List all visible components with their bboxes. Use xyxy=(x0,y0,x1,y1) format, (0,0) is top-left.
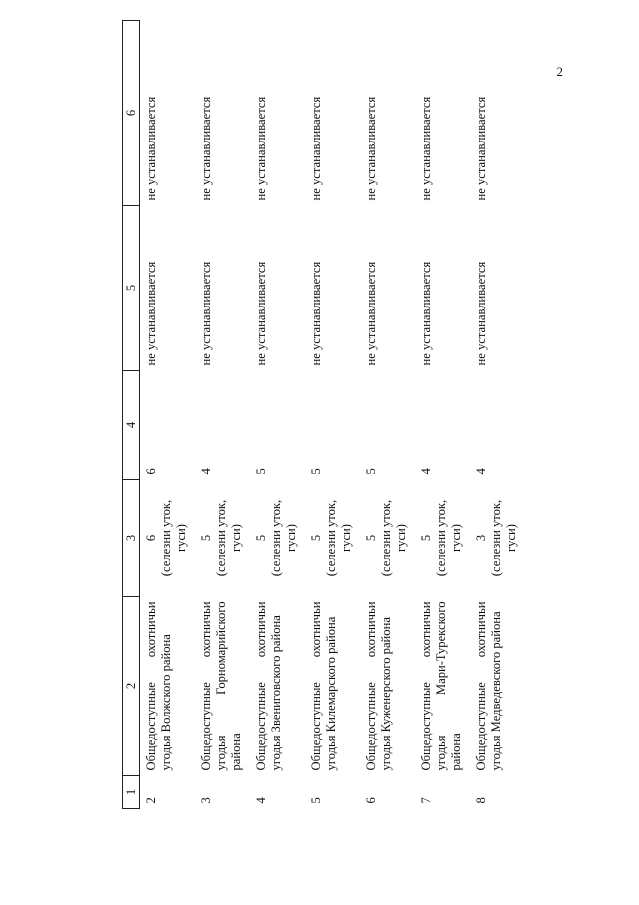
norm-note: (селезни уток, гуси) xyxy=(379,499,408,577)
column-6-value: не устанавливается xyxy=(364,96,378,201)
hunting-ground-name: Общедоступные охотничьи угодья Куженерского района xyxy=(364,601,393,771)
column-6-value: не устанавливается xyxy=(474,96,488,201)
table-row xyxy=(470,21,525,809)
column-5-value: не устанавливается xyxy=(309,261,323,366)
column-4-value: 5 xyxy=(364,468,378,475)
column-number-5: 5 xyxy=(123,206,140,371)
column-number-2: 2 xyxy=(123,597,140,776)
table-row xyxy=(140,21,196,809)
table-row xyxy=(360,21,415,809)
row-number: 3 xyxy=(199,797,213,804)
column-number-row xyxy=(123,21,140,809)
column-4-value: 6 xyxy=(144,468,158,475)
column-5-value: не устанавливается xyxy=(364,261,378,366)
column-5-value: не устанавливается xyxy=(474,261,488,366)
hunting-ground-name: Общедоступные охотничьи угодья Медведевского района xyxy=(474,601,503,771)
hunting-ground-name: Общедоступные охотничьи угодья Мари-Турекского района xyxy=(419,601,463,771)
hunting-ground-name: Общедоступные охотничьи угодья Волжского района xyxy=(144,601,173,771)
norm-value: 5 xyxy=(364,534,378,542)
table-row xyxy=(195,21,250,809)
column-6-value: не устанавливается xyxy=(419,96,433,201)
column-number-6: 6 xyxy=(123,21,140,206)
norm-cell xyxy=(470,480,525,597)
norm-value: 3 xyxy=(474,534,488,542)
row-number: 6 xyxy=(364,797,378,804)
table-row xyxy=(415,21,470,809)
column-5-value: не устанавливается xyxy=(419,261,433,366)
column-6-value: не устанавливается xyxy=(199,96,213,201)
row-number: 8 xyxy=(474,797,488,804)
column-5-value: не устанавливается xyxy=(199,261,213,366)
row-number: 2 xyxy=(144,797,158,804)
norm-note: (селезни уток, гуси) xyxy=(434,499,463,577)
norm-note: (селезни уток, гуси) xyxy=(324,499,353,577)
column-number-3: 3 xyxy=(123,480,140,597)
norm-cell xyxy=(195,480,250,597)
column-4-value: 5 xyxy=(309,468,323,475)
column-6-value: не устанавливается xyxy=(254,96,268,201)
hunting-norms-table xyxy=(122,20,525,809)
norm-cell xyxy=(140,480,196,597)
norm-value: 6 xyxy=(144,534,158,542)
column-4-value: 4 xyxy=(474,468,488,475)
row-number: 5 xyxy=(309,797,323,804)
norm-value: 5 xyxy=(419,534,433,542)
column-6-value: не устанавливается xyxy=(309,96,323,201)
page-number: 2 xyxy=(556,64,563,79)
norm-note: (селезни уток, гуси) xyxy=(159,499,188,577)
column-4-value: 5 xyxy=(254,468,268,475)
column-6-value: не устанавливается xyxy=(144,96,158,201)
rotated-table-container xyxy=(122,75,532,809)
norm-cell xyxy=(305,480,360,597)
norm-value: 5 xyxy=(254,534,268,542)
column-number-1: 1 xyxy=(123,776,140,809)
column-4-value: 4 xyxy=(419,468,433,475)
hunting-ground-name: Общедоступные охотничьи угодья Горномарийского района xyxy=(199,601,243,771)
hunting-ground-name: Общедоступные охотничьи угодья Звениговского района xyxy=(254,601,283,771)
row-number: 4 xyxy=(254,797,268,804)
norm-value: 5 xyxy=(309,534,323,542)
norm-cell xyxy=(415,480,470,597)
hunting-ground-name: Общедоступные охотничьи угодья Килемарского района xyxy=(309,601,338,771)
column-4-value: 4 xyxy=(199,468,213,475)
column-5-value: не устанавливается xyxy=(254,261,268,366)
norm-value: 5 xyxy=(199,534,213,542)
column-5-value: не устанавливается xyxy=(144,261,158,366)
norm-note: (селезни уток, гуси) xyxy=(269,499,298,577)
norm-cell xyxy=(360,480,415,597)
row-number: 7 xyxy=(419,797,433,804)
table-row xyxy=(250,21,305,809)
table-row xyxy=(305,21,360,809)
column-number-4: 4 xyxy=(123,371,140,480)
norm-cell xyxy=(250,480,305,597)
norm-note: (селезни уток, гуси) xyxy=(214,499,243,577)
norm-note: (селезни уток, гуси) xyxy=(489,499,518,577)
